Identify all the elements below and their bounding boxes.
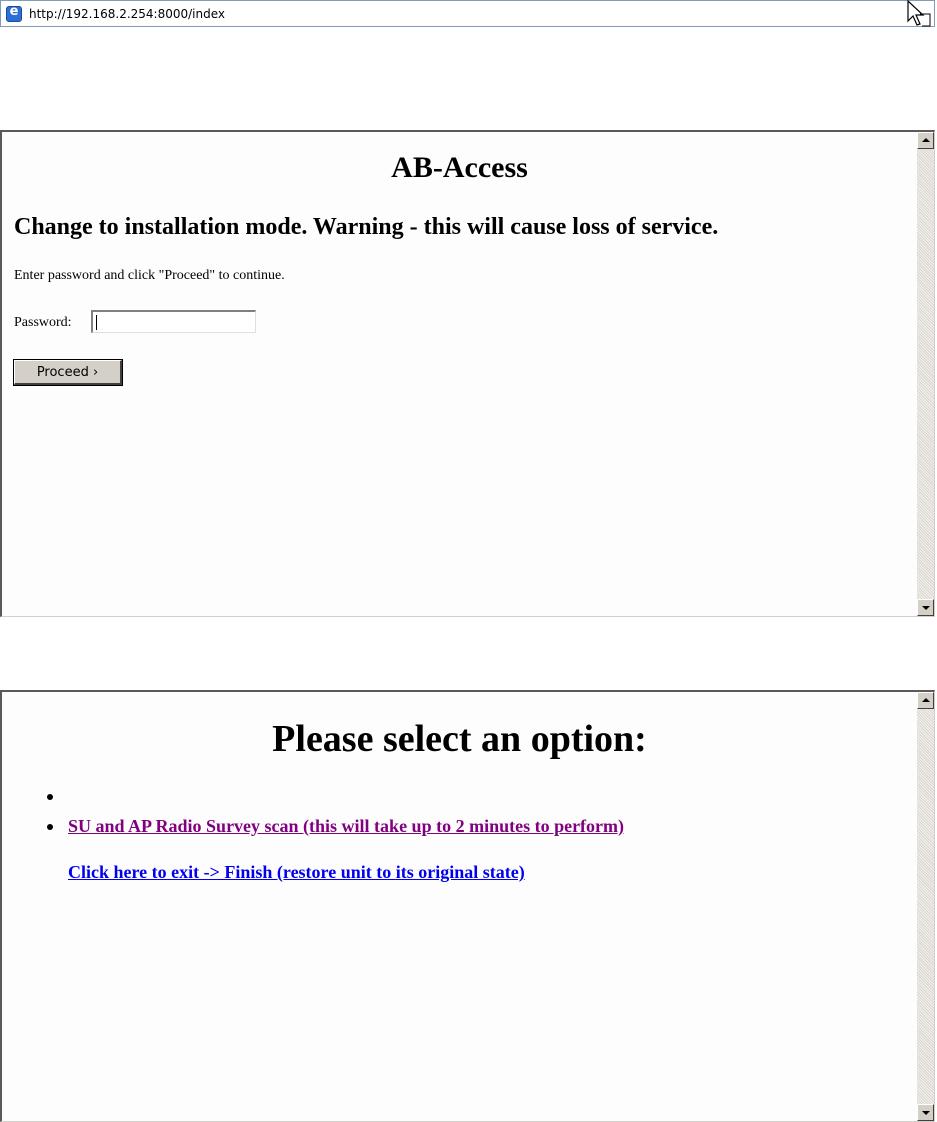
vertical-scrollbar[interactable] — [917, 692, 934, 1121]
options-title: Please select an option: — [272, 718, 647, 760]
radio-survey-scan-link[interactable]: SU and AP Radio Survey scan (this will take up to 2 minutes to perform) — [68, 816, 625, 836]
login-page — [2, 132, 917, 616]
scroll-up-arrow-icon[interactable] — [917, 132, 934, 149]
exit-finish-link[interactable]: Click here to exit -> Finish (restore unit to its original state) — [68, 862, 525, 882]
text-caret — [96, 315, 97, 330]
options-page — [2, 692, 917, 1121]
vertical-scrollbar[interactable] — [917, 132, 934, 616]
instructions-text: Enter password and click "Proceed" to continue. — [14, 268, 285, 283]
scroll-up-arrow-icon[interactable] — [917, 692, 934, 709]
password-label: Password: — [14, 315, 72, 330]
warning-heading: Change to installation mode. Warning - this will cause loss of service. — [14, 214, 719, 240]
browser-frame-login — [0, 130, 935, 617]
arrow-cursor-icon — [904, 0, 932, 28]
password-input[interactable] — [91, 310, 256, 333]
address-url[interactable]: http://192.168.2.254:8000/index — [29, 7, 226, 21]
page-title: AB-Access — [391, 151, 528, 184]
address-bar[interactable] — [0, 0, 935, 27]
scroll-down-arrow-icon[interactable] — [917, 1104, 934, 1121]
bullet-icon — [47, 794, 53, 800]
scroll-down-arrow-icon[interactable] — [917, 599, 934, 616]
bullet-icon — [47, 824, 53, 830]
browser-frame-options — [0, 690, 935, 1122]
ie-page-icon — [6, 6, 22, 22]
proceed-button[interactable]: Proceed › — [14, 360, 122, 385]
